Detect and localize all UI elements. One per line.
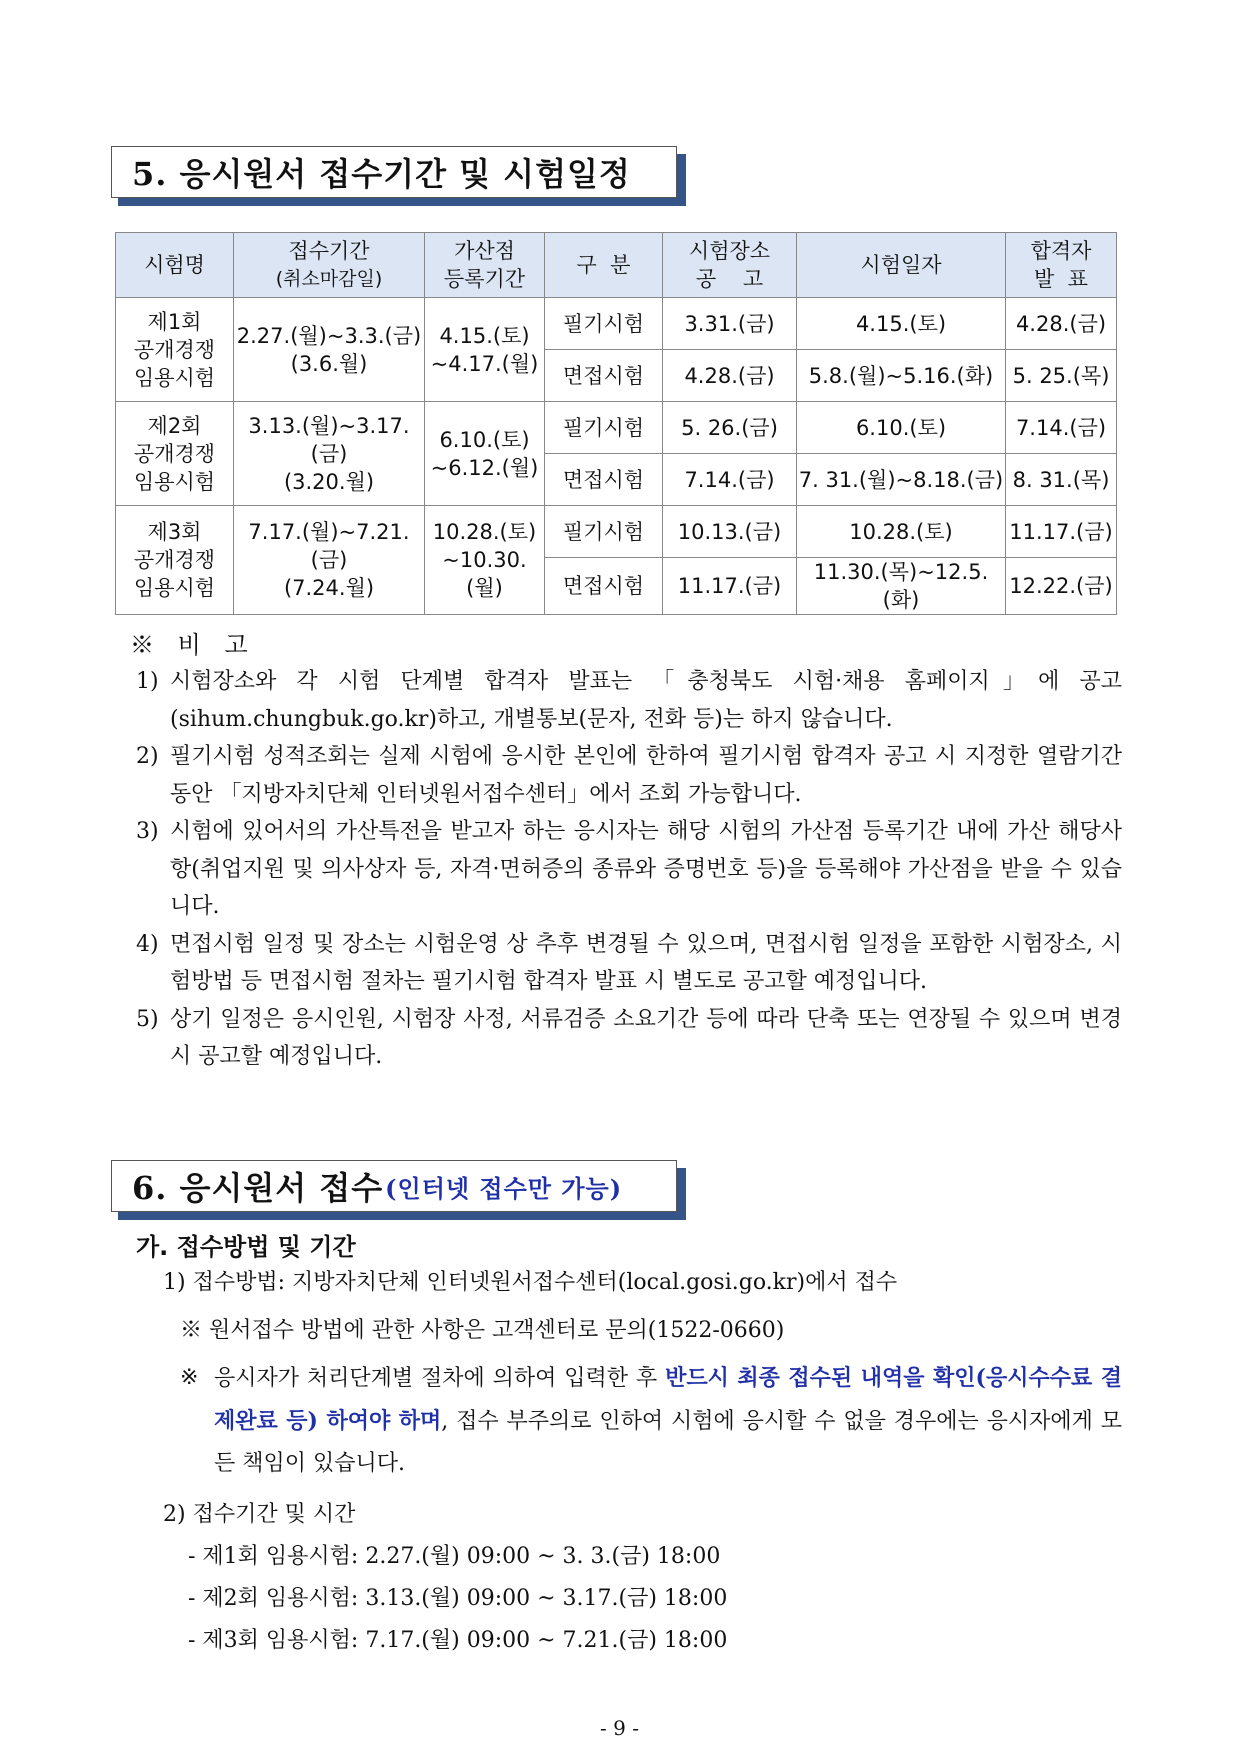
application-period: 7.17.(월)~7.21.(금) (7.24.월) [234, 506, 425, 615]
table-row [116, 298, 1117, 350]
exam-date: 10.28.(토) [797, 506, 1006, 558]
venue-notice-date: 11.17.(금) [663, 558, 797, 615]
venue-notice-date: 3.31.(금) [663, 298, 797, 350]
result-date: 8. 31.(목) [1006, 454, 1117, 506]
page-number: - 9 - [600, 1716, 639, 1740]
header-result-announce: 합격자 발 표 [1006, 233, 1117, 298]
result-date: 7.14.(금) [1006, 402, 1117, 454]
list-item: 3) 시험에 있어서의 가산특전을 받고자 하는 응시자는 해당 시험의 가산점 등록기간 내에 가산 해당사항(취업지원 및 의사상자 등, 자격·면허증의 종류와 증명번호 등)을 등록해야 가산점을 받을 수 있습니다. [136, 819, 1122, 919]
period-line: - 제3회 임용시험: 7.17.(월) 09:00 ~ 7.21.(금) 18:00 [188, 1628, 728, 1653]
header-exam-name: 시험명 [116, 233, 234, 298]
exam-date: 6.10.(토) [797, 402, 1006, 454]
schedule-table [115, 232, 1117, 615]
section6-subtitle: (인터넷 접수만 가능) [385, 1173, 623, 1203]
result-date: 5. 25.(목) [1006, 350, 1117, 402]
exam-type: 면접시험 [545, 454, 663, 506]
inquiry-note: ※ 원서접수 방법에 관한 사항은 고객센터로 문의(1522-0660) [180, 1318, 785, 1343]
period-line: - 제2회 임용시험: 3.13.(월) 09:00 ~ 3.17.(금) 18:00 [188, 1586, 728, 1611]
table-row [116, 506, 1117, 558]
table-header-row [116, 233, 1117, 298]
venue-notice-date: 4.28.(금) [663, 350, 797, 402]
exam-type: 필기시험 [545, 298, 663, 350]
list-item: 5) 상기 일정은 응시인원, 시험장 사정, 서류검증 소요기간 등에 따라 단축 또는 연장될 수 있으며 변경 시 공고할 예정입니다. [136, 1006, 1122, 1069]
remarks-heading: ※ 비 고 [130, 631, 256, 659]
exam-date: 7. 31.(월)~8.18.(금) [797, 454, 1006, 506]
round-name: 제3회 공개경쟁 임용시험 [116, 506, 234, 615]
venue-notice-date: 10.13.(금) [663, 506, 797, 558]
list-item: 2) 필기시험 성적조회는 실제 시험에 응시한 본인에 한하여 필기시험 합격자 공고 시 지정한 열람기간 동안 「지방자치단체 인터넷원서접수센터」에서 조회 가능합니다. [136, 744, 1122, 807]
exam-type: 면접시험 [545, 350, 663, 402]
result-date: 4.28.(금) [1006, 298, 1117, 350]
section6-title [111, 1160, 677, 1212]
exam-type: 필기시험 [545, 506, 663, 558]
header-exam-date: 시험일자 [797, 233, 1006, 298]
venue-notice-date: 7.14.(금) [663, 454, 797, 506]
application-method: 1) 접수방법: 지방자치단체 인터넷원서접수센터(local.gosi.go.kr)에서 접수 [163, 1270, 898, 1295]
section6-title-text: 6. 응시원서 접수 [132, 1169, 384, 1207]
header-category: 구 분 [545, 233, 663, 298]
bonus-period: 10.28.(토) ~10.30.(월) [425, 506, 545, 615]
application-period: 2.27.(월)~3.3.(금) (3.6.월) [234, 298, 425, 402]
application-method-heading: 가. 접수방법 및 기간 [136, 1233, 356, 1261]
result-date: 12.22.(금) [1006, 558, 1117, 615]
exam-type: 면접시험 [545, 558, 663, 615]
remarks-list [136, 663, 1122, 1076]
header-bonus-period: 가산점 등록기간 [425, 233, 545, 298]
exam-date: 4.15.(토) [797, 298, 1006, 350]
section5-title [111, 146, 677, 198]
result-date: 11.17.(금) [1006, 506, 1117, 558]
round-name: 제2회 공개경쟁 임용시험 [116, 402, 234, 506]
list-item: 4) 면접시험 일정 및 장소는 시험운영 상 추후 변경될 수 있으며, 면접시험 일정을 포함한 시험장소, 시험방법 등 면접시험 절차는 필기시험 합격자 발표 시 별도로 공고할 예정입니다. [136, 931, 1122, 994]
warning-note: ※ 응시자가 처리단계별 절차에 의하여 입력한 후 반드시 최종 접수된 내역을 확인(응시수수료 결제완료 등) 하여야 하며, 접수 부주의로 인하여 시험에 응시할 수 없을 경우에는 응시자에게 모든 책임이 있습니다. [180, 1365, 1123, 1476]
bonus-period: 6.10.(토) ~6.12.(월) [425, 402, 545, 506]
header-venue-notice: 시험장소 공 고 [663, 233, 797, 298]
round-name: 제1회 공개경쟁 임용시험 [116, 298, 234, 402]
application-period: 3.13.(월)~3.17.(금) (3.20.월) [234, 402, 425, 506]
exam-date: 11.30.(목)~12.5.(화) [797, 558, 1006, 615]
period-heading: 2) 접수기간 및 시간 [163, 1502, 356, 1527]
bonus-period: 4.15.(토) ~4.17.(월) [425, 298, 545, 402]
table-row [116, 402, 1117, 454]
list-item: 1) 시험장소와 각 시험 단계별 합격자 발표는 「충청북도 시험·채용 홈페이지」에 공고(sihum.chungbuk.go.kr)하고, 개별통보(문자, 전화 등)는 하지 않습니다. [136, 669, 1122, 732]
exam-date: 5.8.(월)~5.16.(화) [797, 350, 1006, 402]
header-application-period: 접수기간 (취소마감일) [234, 233, 425, 298]
warning-emphasis: 반드시 최종 접수된 내역을 확인(응시수수료 결제완료 등) 하여야 하며 [214, 1365, 1123, 1434]
venue-notice-date: 5. 26.(금) [663, 402, 797, 454]
section5-title-text: 5. 응시원서 접수기간 및 시험일정 [132, 155, 631, 193]
period-line: - 제1회 임용시험: 2.27.(월) 09:00 ~ 3. 3.(금) 18:00 [188, 1544, 721, 1569]
exam-type: 필기시험 [545, 402, 663, 454]
